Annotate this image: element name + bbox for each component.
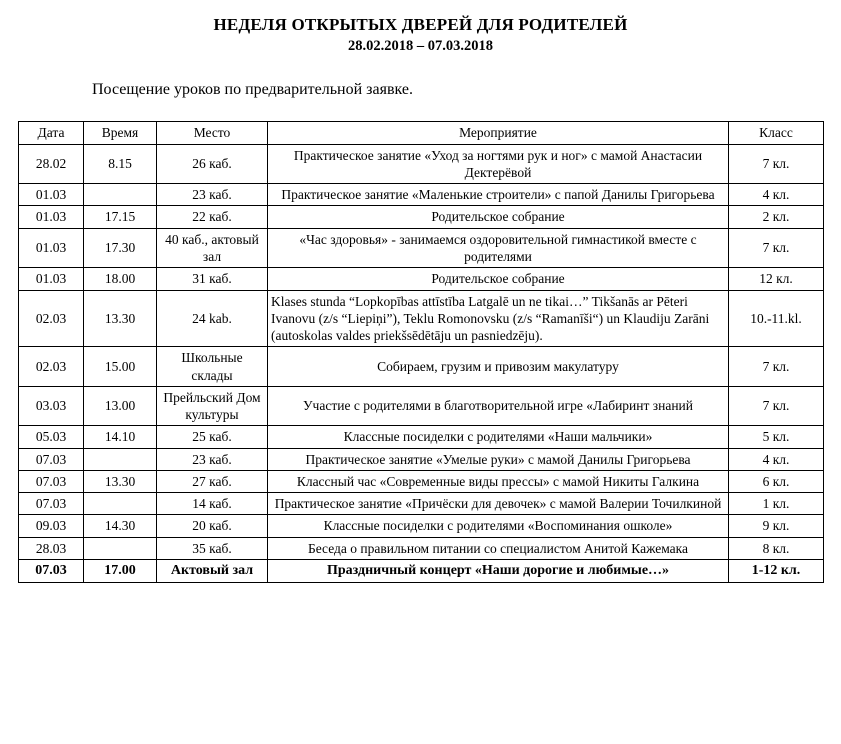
cell-grade: 10.-11.kl. [729, 290, 824, 347]
table-row [19, 386, 824, 426]
cell-time: 17.15 [84, 206, 157, 228]
cell-place: 35 каб. [157, 537, 268, 559]
cell-event: Родительское собрание [268, 206, 729, 228]
cell-date: 09.03 [19, 515, 84, 537]
cell-place: Школьные склады [157, 347, 268, 387]
cell-place: 26 каб. [157, 144, 268, 184]
cell-event: «Час здоровья» - занимаемся оздоровительной гимнастикой вместе с родителями [268, 228, 729, 268]
cell-grade: 7 кл. [729, 144, 824, 184]
table-row [19, 493, 824, 515]
cell-date: 01.03 [19, 206, 84, 228]
cell-time: 13.00 [84, 386, 157, 426]
cell-time: 15.00 [84, 347, 157, 387]
cell-event: Практическое занятие «Маленькие строители» с папой Данилы Григорьева [268, 184, 729, 206]
table-row [19, 515, 824, 537]
header-date: Дата [19, 122, 84, 144]
cell-event: Практическое занятие «Причёски для девочек» с мамой Валерии Точилкиной [268, 493, 729, 515]
schedule-table-body [19, 144, 824, 582]
table-row [19, 144, 824, 184]
cell-grade: 6 кл. [729, 470, 824, 492]
cell-place: 25 каб. [157, 426, 268, 448]
table-row [19, 559, 824, 582]
cell-date: 28.03 [19, 537, 84, 559]
table-row [19, 268, 824, 290]
table-row [19, 184, 824, 206]
document-page [0, 14, 841, 744]
cell-time [84, 448, 157, 470]
cell-grade: 2 кл. [729, 206, 824, 228]
cell-place: Актовый зал [157, 559, 268, 582]
cell-event: Классные посиделки с родителями «Наши мальчики» [268, 426, 729, 448]
table-row [19, 206, 824, 228]
cell-date: 03.03 [19, 386, 84, 426]
cell-grade: 7 кл. [729, 386, 824, 426]
table-row [19, 290, 824, 347]
table-row [19, 448, 824, 470]
page-title: НЕДЕЛЯ ОТКРЫТЫХ ДВЕРЕЙ ДЛЯ РОДИТЕЛЕЙ [213, 15, 628, 34]
header-grade: Класс [729, 122, 824, 144]
cell-time: 17.30 [84, 228, 157, 268]
cell-time: 13.30 [84, 290, 157, 347]
page-subtitle: 28.02.2018 – 07.03.2018 [348, 38, 493, 55]
cell-time: 17.00 [84, 559, 157, 582]
cell-place: 40 каб., актовый зал [157, 228, 268, 268]
cell-event: Практическое занятие «Уход за ногтями рук и ног» с мамой Анастасии Дектерёвой [268, 144, 729, 184]
cell-time: 13.30 [84, 470, 157, 492]
cell-time: 14.30 [84, 515, 157, 537]
cell-time: 18.00 [84, 268, 157, 290]
cell-grade: 4 кл. [729, 448, 824, 470]
cell-place: 20 каб. [157, 515, 268, 537]
cell-grade: 7 кл. [729, 228, 824, 268]
schedule-table [18, 121, 824, 582]
cell-event: Практическое занятие «Умелые руки» с мамой Данилы Григорьева [268, 448, 729, 470]
cell-event: Классный час «Современные виды прессы» с мамой Никиты Галкина [268, 470, 729, 492]
cell-time: 14.10 [84, 426, 157, 448]
cell-grade: 9 кл. [729, 515, 824, 537]
cell-grade: 1-12 кл. [729, 559, 824, 582]
cell-date: 07.03 [19, 493, 84, 515]
cell-date: 07.03 [19, 559, 84, 582]
cell-grade: 12 кл. [729, 268, 824, 290]
cell-grade: 8 кл. [729, 537, 824, 559]
cell-place: 31 каб. [157, 268, 268, 290]
cell-date: 07.03 [19, 470, 84, 492]
cell-date: 01.03 [19, 268, 84, 290]
cell-event: Классные посиделки с родителями «Воспоминания ошколе» [268, 515, 729, 537]
cell-date: 02.03 [19, 290, 84, 347]
cell-time [84, 537, 157, 559]
table-header-row [19, 122, 824, 144]
cell-date: 02.03 [19, 347, 84, 387]
cell-event: Родительское собрание [268, 268, 729, 290]
cell-place: 27 каб. [157, 470, 268, 492]
table-row [19, 426, 824, 448]
cell-date: 28.02 [19, 144, 84, 184]
cell-grade: 7 кл. [729, 347, 824, 387]
table-row [19, 537, 824, 559]
table-row [19, 347, 824, 387]
header-time: Время [84, 122, 157, 144]
cell-place: Прейльский Дом культуры [157, 386, 268, 426]
cell-date: 01.03 [19, 184, 84, 206]
cell-event: Праздничный концерт «Наши дорогие и любимые…» [268, 559, 729, 582]
cell-time [84, 493, 157, 515]
cell-event: Беседа о правильном питании со специалистом Анитой Кажемака [268, 537, 729, 559]
cell-place: 14 каб. [157, 493, 268, 515]
cell-event: Собираем, грузим и привозим макулатуру [268, 347, 729, 387]
cell-grade: 4 кл. [729, 184, 824, 206]
cell-place: 22 каб. [157, 206, 268, 228]
cell-date: 05.03 [19, 426, 84, 448]
cell-grade: 1 кл. [729, 493, 824, 515]
cell-time [84, 184, 157, 206]
cell-place: 23 каб. [157, 184, 268, 206]
header-event: Мероприятие [268, 122, 729, 144]
cell-date: 01.03 [19, 228, 84, 268]
table-row [19, 228, 824, 268]
cell-event: Klases stunda “Lopkopības attīstība Latgalē un ne tikai…” Tikšanās ar Pēteri Ivanovu (z/s “Liepiņi”), Teklu Romonovsku (z/s “Ramanīši“) un Klaudiju Zarāni (autoskolas valdes priekšsēdētāju un pasniedzēju). [268, 290, 729, 347]
cell-grade: 5 кл. [729, 426, 824, 448]
cell-place: 23 каб. [157, 448, 268, 470]
table-row [19, 470, 824, 492]
header-place: Место [157, 122, 268, 144]
cell-time: 8.15 [84, 144, 157, 184]
intro-text: Посещение уроков по предварительной заявке. [92, 81, 413, 99]
cell-event: Участие с родителями в благотворительной игре «Лабиринт знаний [268, 386, 729, 426]
cell-place: 24 kab. [157, 290, 268, 347]
cell-date: 07.03 [19, 448, 84, 470]
